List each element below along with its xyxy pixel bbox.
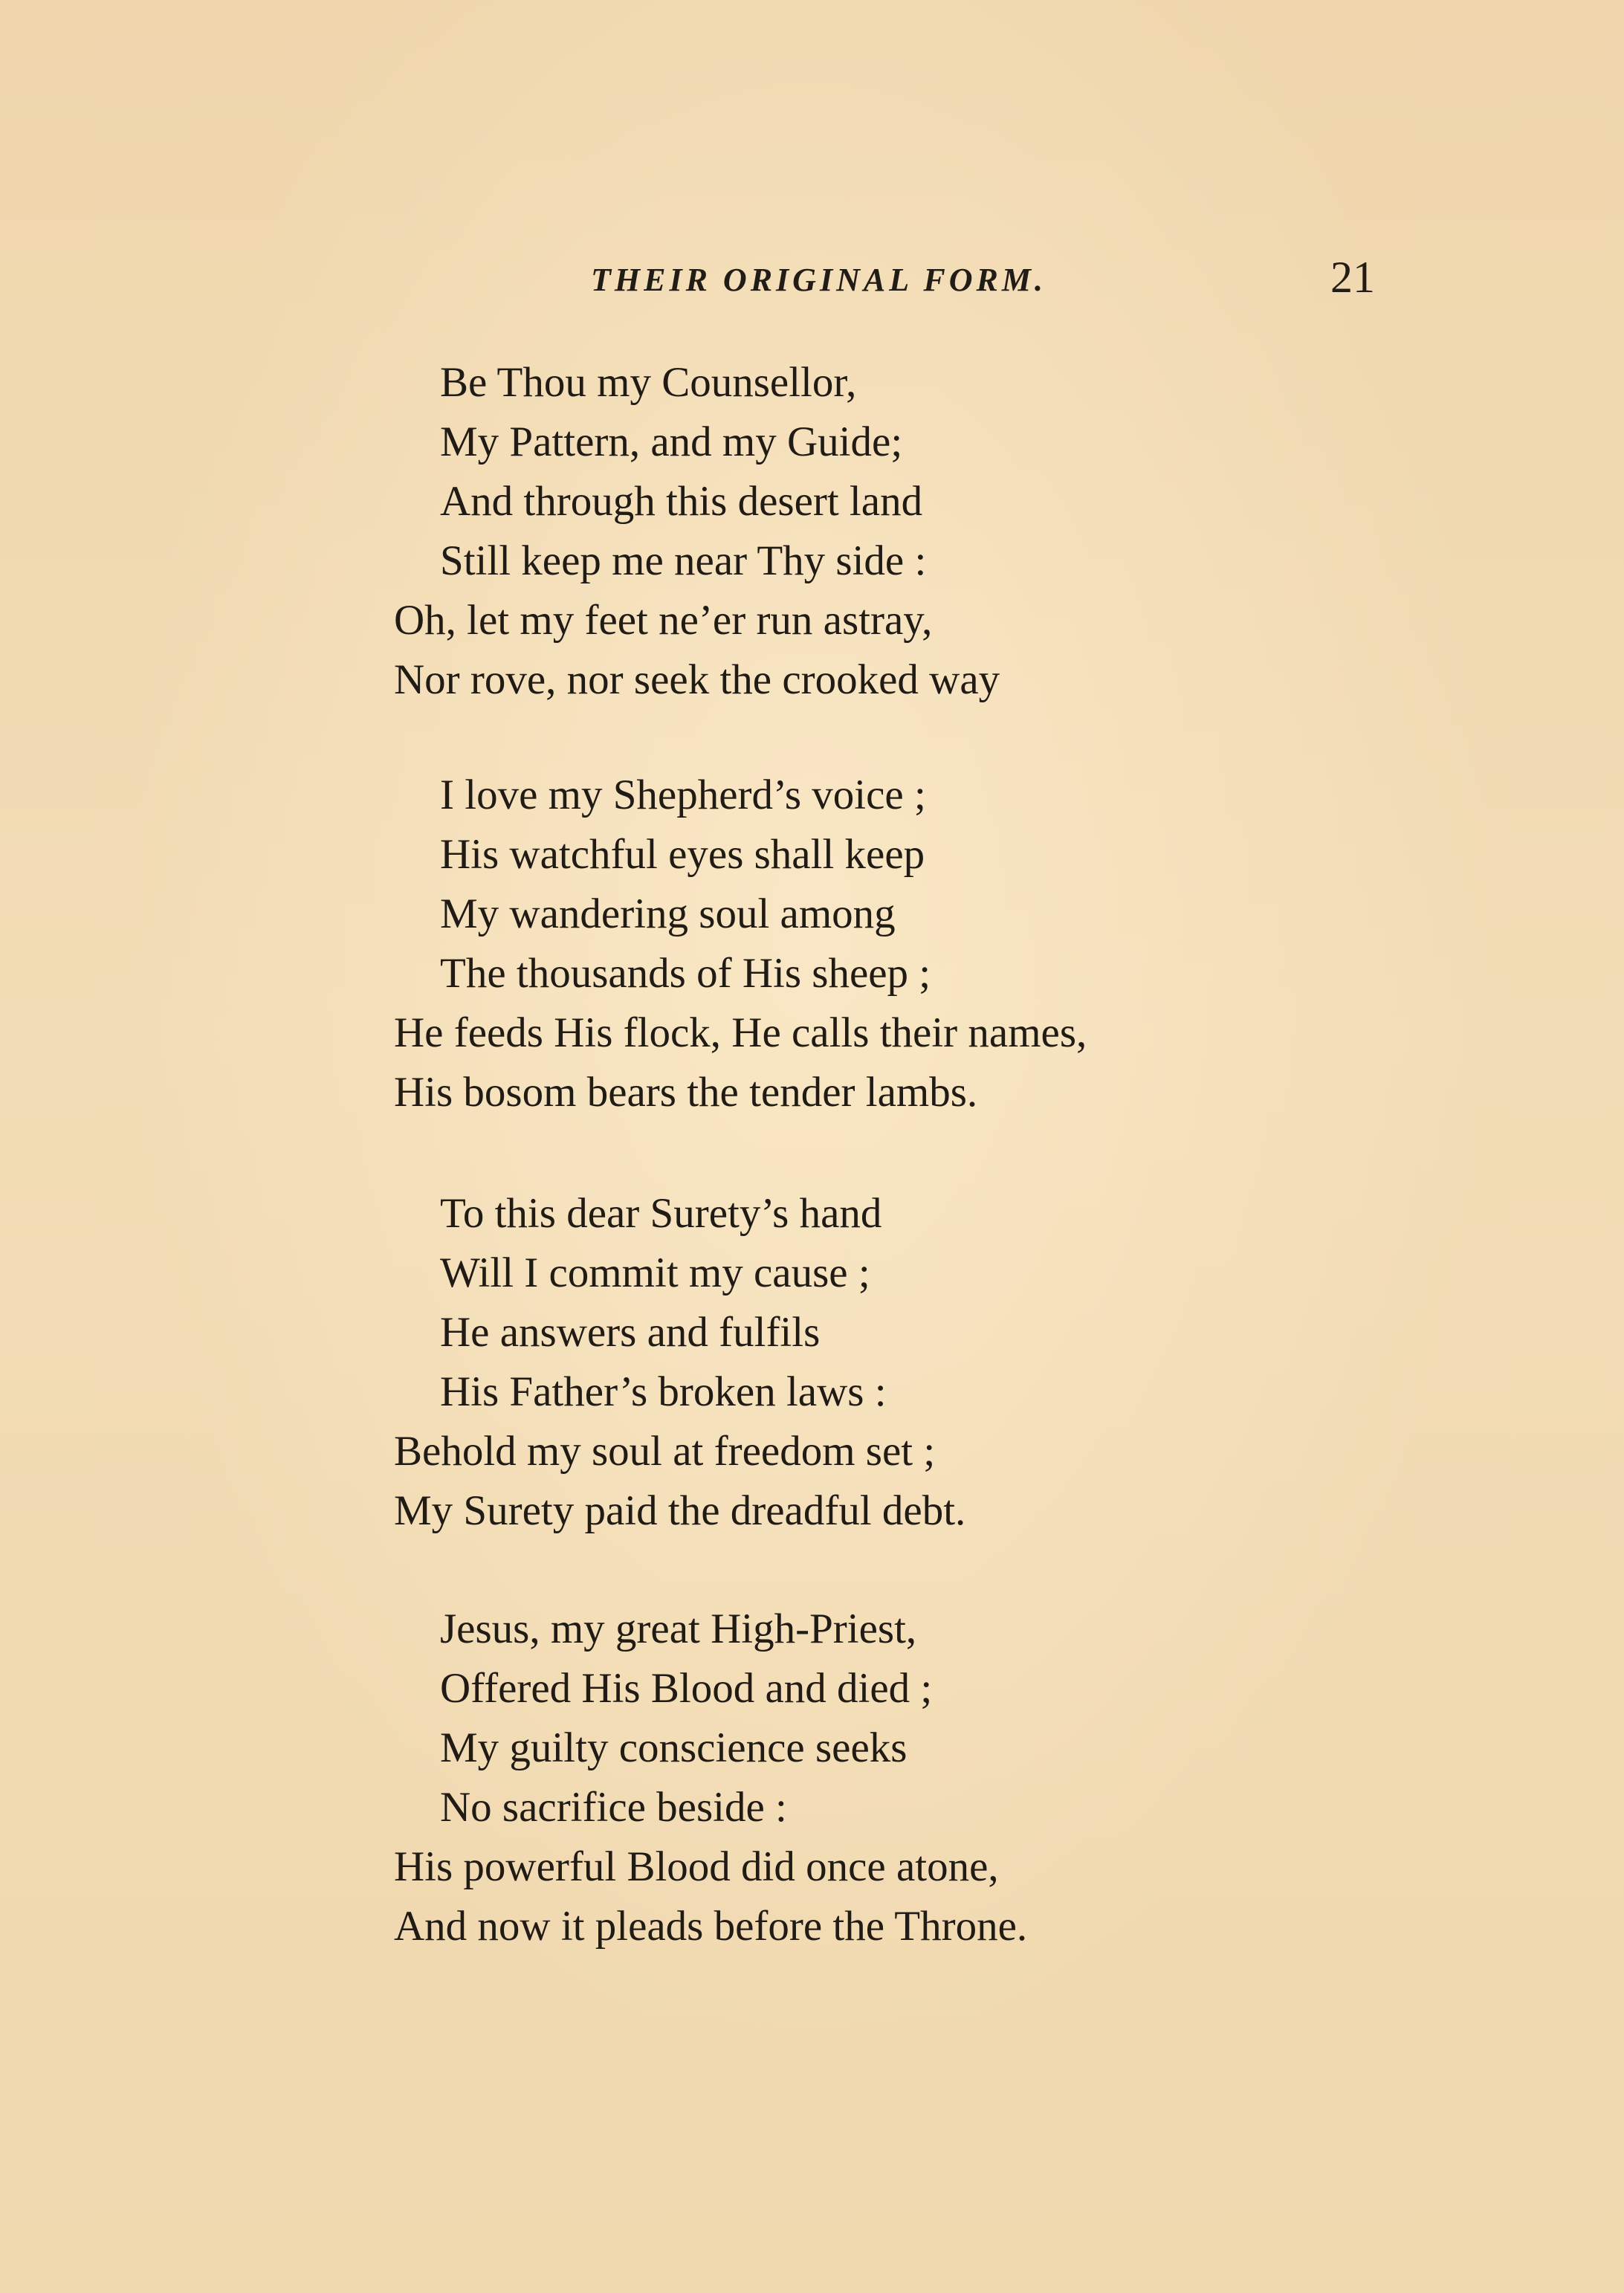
poem-line: I love my Shepherd’s voice ;	[440, 772, 926, 818]
poem-line: Behold my soul at freedom set ;	[394, 1428, 936, 1475]
stanza-2	[394, 766, 1583, 1122]
poem-line: My guilty conscience seeks	[440, 1724, 908, 1771]
poem-line: My Pattern, and my Guide;	[440, 418, 903, 465]
poem-line: To this dear Surety’s hand	[440, 1190, 882, 1237]
poem-line: The thousands of His sheep ;	[440, 950, 931, 997]
poem-line: And now it pleads before the Throne.	[394, 1903, 1028, 1950]
poem-line: Nor rove, nor seek the crooked way	[394, 656, 1000, 703]
stanza-3	[394, 1184, 1583, 1541]
poem-line: He feeds His flock, He calls their names,	[394, 1009, 1087, 1056]
stanza-1	[394, 353, 1583, 710]
poem-line: Be Thou my Counsellor,	[440, 359, 857, 406]
poem-line: He answers and fulfils	[440, 1309, 821, 1356]
poem-line: And through this desert land	[440, 478, 923, 525]
page-number: 21	[1330, 253, 1375, 302]
poem-line: Will I commit my cause ;	[440, 1249, 870, 1296]
poem-line: No sacrifice beside :	[440, 1784, 787, 1831]
poem-line: Offered His Blood and died ;	[440, 1665, 933, 1712]
poem-line: My Surety paid the dreadful debt.	[394, 1487, 966, 1534]
poem-line: His powerful Blood did once atone,	[394, 1843, 999, 1890]
poem-line: My wandering soul among	[440, 890, 896, 937]
poem-line: His Father’s broken laws :	[440, 1368, 887, 1415]
stanza-4	[394, 1600, 1583, 1956]
poem-line: Still keep me near Thy side :	[440, 537, 927, 584]
poem-line: Jesus, my great High-Priest,	[440, 1605, 917, 1652]
poem-line: Oh, let my feet ne’er run astray,	[394, 597, 933, 644]
running-title: THEIR ORIGINAL FORM.	[591, 262, 1047, 298]
poem-line: His bosom bears the tender lambs.	[394, 1069, 978, 1116]
poem-line: His watchful eyes shall keep	[440, 831, 925, 878]
